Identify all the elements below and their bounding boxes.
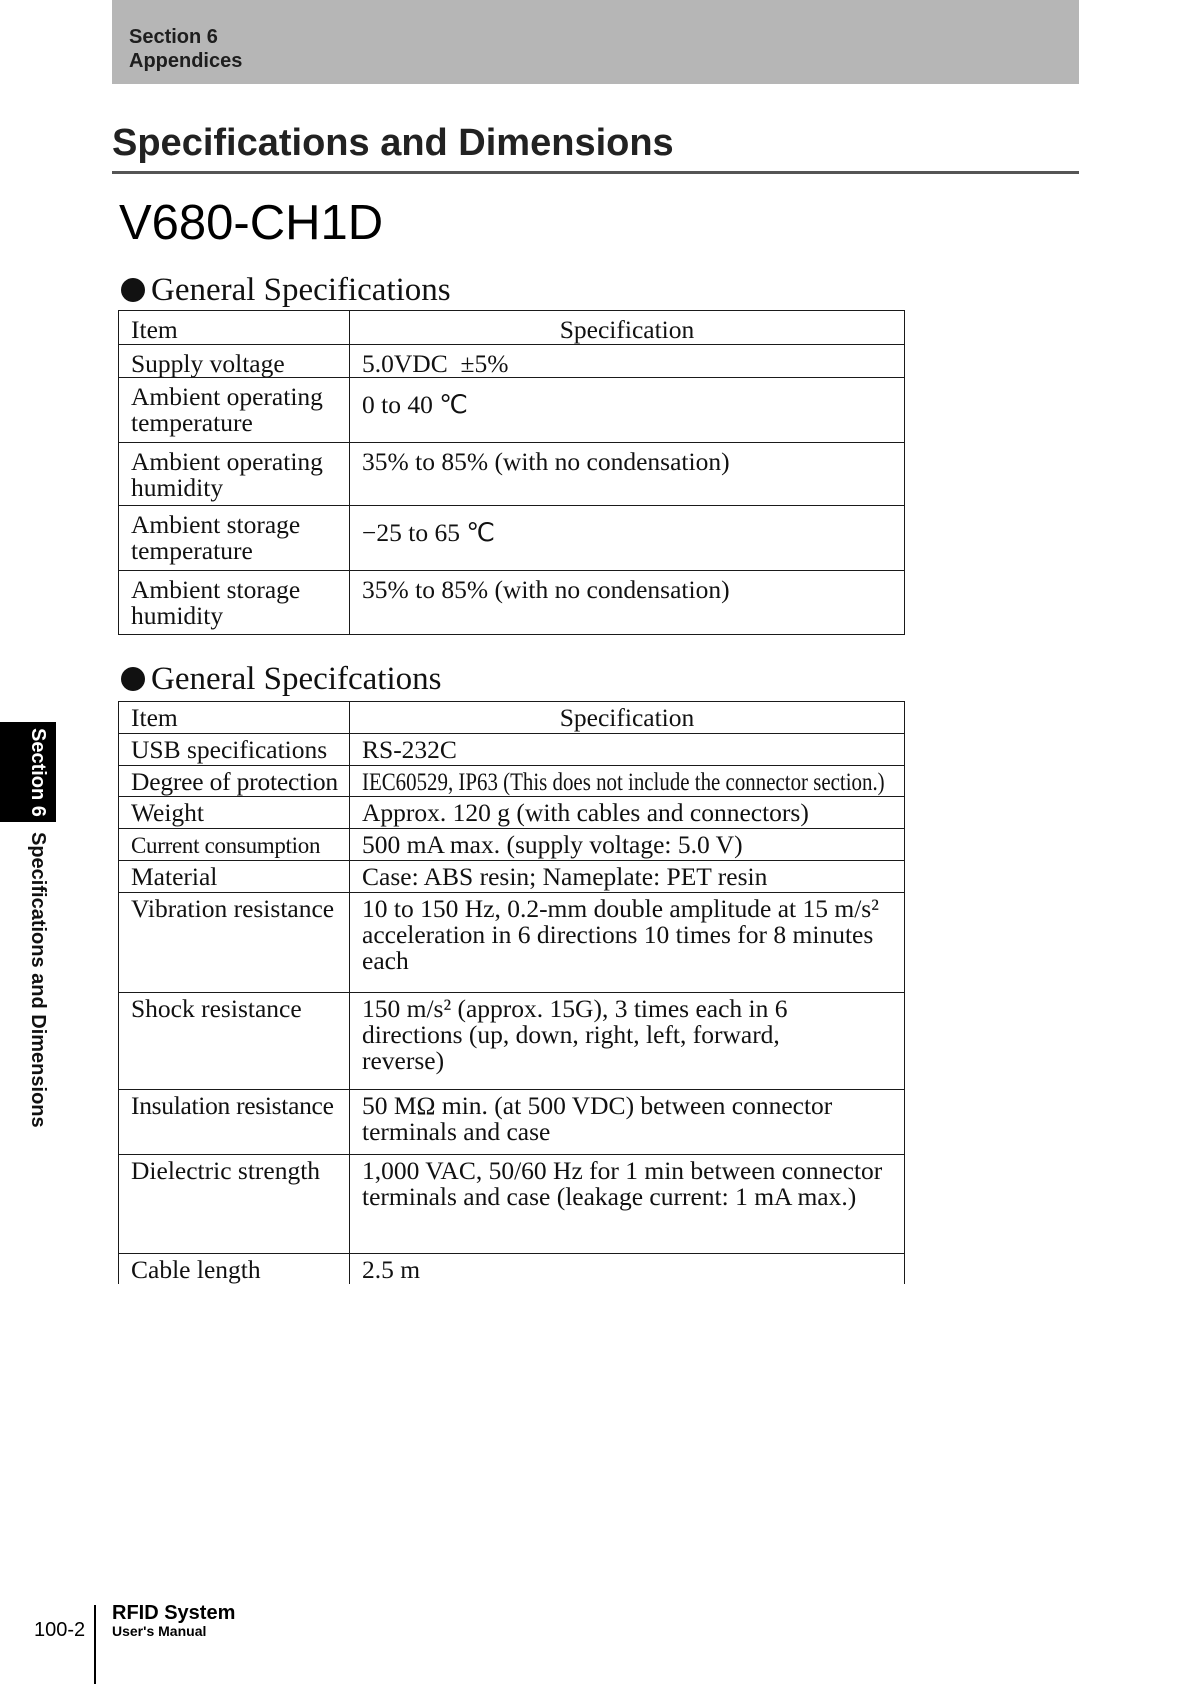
spec-cell <box>350 893 905 993</box>
spec-cell <box>350 797 905 829</box>
item-text: Weight <box>131 798 205 827</box>
table-row <box>119 861 905 893</box>
item-text: Material <box>131 862 218 891</box>
spec-text: 5.0VDC ±5% <box>362 349 509 378</box>
spec-cell <box>350 993 905 1090</box>
spec-cell <box>350 345 905 378</box>
footer-divider <box>94 1605 96 1684</box>
table-row <box>119 893 905 993</box>
item-text: Ambient operating humidity <box>131 447 323 502</box>
item-cell <box>119 861 350 893</box>
spec-cell <box>350 378 905 443</box>
table-body <box>119 734 905 1284</box>
header-section-label: Section 6 <box>129 26 218 48</box>
spec-heading <box>121 272 451 308</box>
table-row <box>119 766 905 797</box>
spec-text: 10 to 150 Hz, 0.2-mm double amplitude at 15 m/s² acceleration in 6 directions 10 times for 8 minutes each <box>362 894 879 975</box>
spec-text: 50 MΩ min. (at 500 VDC) between connector terminals and case <box>362 1091 833 1146</box>
bullet-icon <box>121 667 145 691</box>
item-cell <box>119 378 350 443</box>
spec-text: 500 mA max. (supply voltage: 5.0 V) <box>362 830 743 859</box>
spec-text: 0 to 40 ℃ <box>362 390 468 419</box>
item-cell <box>119 571 350 635</box>
table-row <box>119 506 905 571</box>
item-cell <box>119 443 350 506</box>
side-tab-label: Section 6 <box>27 728 49 817</box>
item-text: Insulation resistance <box>131 1091 334 1120</box>
item-text: Degree of protection <box>131 767 338 796</box>
table-row <box>119 571 905 635</box>
item-cell <box>119 506 350 571</box>
spec-text: 35% to 85% (with no condensation) <box>362 575 730 604</box>
item-cell <box>119 797 350 829</box>
item-text: Ambient operating temperature <box>131 382 323 437</box>
spec-table <box>118 701 905 1284</box>
spec-text: 2.5 m <box>362 1255 421 1284</box>
spec-heading-text: General Specifcations <box>151 661 442 697</box>
table-body <box>119 345 905 635</box>
table-row <box>119 829 905 861</box>
spec-cell <box>350 571 905 635</box>
table-row <box>119 443 905 506</box>
spec-cell <box>350 1254 905 1284</box>
item-cell <box>119 993 350 1090</box>
spec-text: 150 m/s² (approx. 15G), 3 times each in 6 directions (up, down, right, left, forward, reverse) <box>362 994 788 1075</box>
item-text: USB specifications <box>131 735 328 764</box>
spec-cell <box>350 506 905 571</box>
table-row <box>119 345 905 378</box>
spec-text: Case: ABS resin; Nameplate: PET resin <box>362 862 768 891</box>
spec-cell <box>350 829 905 861</box>
item-cell <box>119 734 350 766</box>
spec-table <box>118 310 905 635</box>
item-cell <box>119 829 350 861</box>
manual-label: User's Manual <box>112 1623 207 1639</box>
item-text: Ambient storage temperature <box>131 510 301 565</box>
table-row <box>119 734 905 766</box>
table-row <box>119 378 905 443</box>
spec-cell <box>350 861 905 893</box>
title-divider <box>112 171 1079 174</box>
table-row <box>119 1254 905 1284</box>
item-text: Ambient storage humidity <box>131 575 301 630</box>
item-cell <box>119 766 350 797</box>
column-header-item: Item <box>119 702 350 734</box>
bullet-icon <box>121 278 145 302</box>
column-header-item: Item <box>119 311 350 345</box>
model-name: V680-CH1D <box>119 196 384 250</box>
spec-cell <box>350 443 905 506</box>
item-cell <box>119 1090 350 1155</box>
item-text: Cable length <box>131 1255 261 1284</box>
spec-cell <box>350 1090 905 1155</box>
side-section-title: Specifications and Dimensions <box>27 832 49 1128</box>
item-text: Supply voltage <box>131 349 285 378</box>
spec-text: IEC60529, IP63 (This does not include the connector section.) <box>362 767 885 796</box>
spec-text: −25 to 65 ℃ <box>362 518 495 547</box>
product-name: RFID System <box>112 1602 236 1624</box>
spec-cell <box>350 1155 905 1254</box>
item-text: Current consumption <box>131 833 321 858</box>
spec-heading <box>121 661 441 697</box>
table-header-row <box>119 702 905 734</box>
spec-cell <box>350 734 905 766</box>
section-header <box>112 0 1079 84</box>
item-cell <box>119 1155 350 1254</box>
table-row <box>119 797 905 829</box>
spec-text: RS-232C <box>362 735 457 764</box>
side-section-tab[interactable] <box>0 722 56 822</box>
column-header-specification: Specification <box>350 702 905 734</box>
item-text: Vibration resistance <box>131 894 335 923</box>
item-text: Dielectric strength <box>131 1156 321 1185</box>
page-number: 100-2 <box>34 1619 86 1641</box>
column-header-specification: Specification <box>350 311 905 345</box>
spec-cell <box>350 766 905 797</box>
spec-text: 1,000 VAC, 50/60 Hz for 1 min between connector terminals and case (leakage current: 1 mA max.) <box>362 1156 883 1211</box>
item-cell <box>119 893 350 993</box>
table-header-row <box>119 311 905 345</box>
spec-text: Approx. 120 g (with cables and connectors) <box>362 798 809 827</box>
spec-text: 35% to 85% (with no condensation) <box>362 447 730 476</box>
item-cell <box>119 345 350 378</box>
table-row <box>119 1155 905 1254</box>
item-text: Shock resistance <box>131 994 302 1023</box>
page-title: Specifications and Dimensions <box>112 122 674 164</box>
table-row <box>119 993 905 1090</box>
header-chapter-label: Appendices <box>129 49 243 72</box>
spec-heading-text: General Specifications <box>151 272 451 308</box>
table-row <box>119 1090 905 1155</box>
item-cell <box>119 1254 350 1284</box>
